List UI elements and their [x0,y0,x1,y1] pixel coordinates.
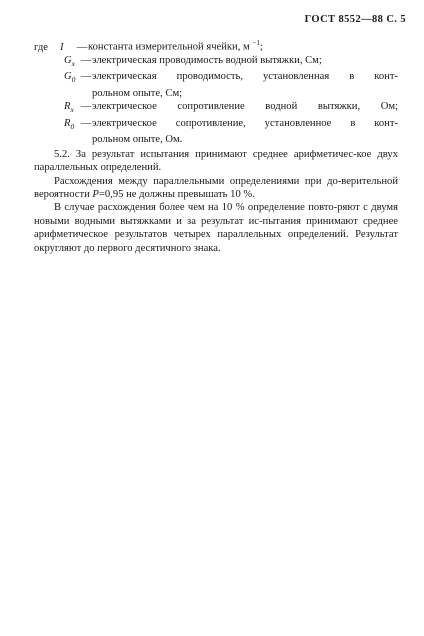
definition-text: электрическая проводимость, установленная в конт- [92,71,398,83]
symbol: $G_x$ [64,54,75,69]
paragraph-5-2: 5.2. За результат испытания принимают среднее арифметичес-кое двух параллельных определений. [34,148,398,174]
symbol: $G_0$ [64,71,76,85]
definition-text: константа измерительной ячейки, м $^{-1}$; [88,39,263,53]
symbol: $R_x$ [64,101,74,115]
paragraph-discrepancy: Расхождения между параллельными определениями при до-верительной вероятности P=0,95 не должны превышать 10 %. [34,175,398,201]
definition-item [34,37,398,54]
symbol: I [60,41,64,53]
definition-item [34,117,398,134]
document-body [34,37,398,255]
definition-item [34,70,398,87]
dash: — [76,41,88,53]
definitions-list [34,37,398,147]
dash: — [80,101,92,113]
definition-text: электрическое сопротивление, установленное в конт- [92,117,398,129]
definition-continuation: рольном опыте, См; [92,87,183,99]
dash: — [80,117,92,129]
page-header: ГОСТ 8552—88 С. 5 [304,14,406,25]
definition-text: электрическая проводимость водной вытяжки, См; [92,54,322,66]
dash: — [80,54,92,66]
symbol: $R_0$ [64,117,75,131]
definition-item [34,100,398,117]
definition-item [34,54,398,71]
paragraph-repeat: В случае расхождения более чем на 10 % определение повто-ряют с двумя новыми водными вытяжками и за результат ис-пытания принимают среднее арифметическое результатов четырех параллельных определений. Результат округляют до первого десятичного знака. [34,202,398,254]
definition-intro: где [34,41,48,53]
definition-text: электрическое сопротивление водной вытяжки, Ом; [92,101,398,113]
definition-continuation: рольном опыте, Ом. [92,134,183,146]
dash: — [80,71,92,83]
